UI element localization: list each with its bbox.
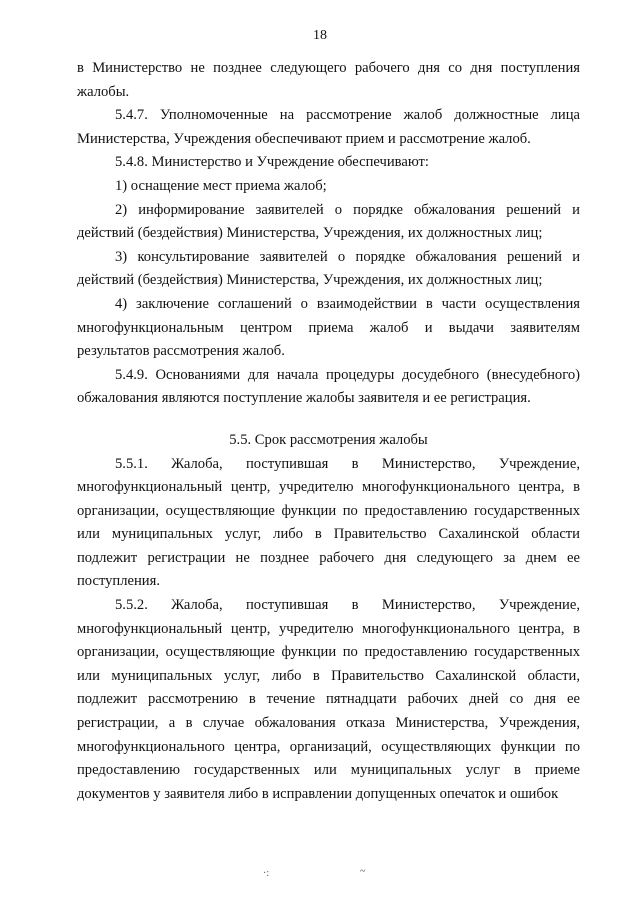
page-number: 18 [313,28,327,43]
paragraph: 5.4.9. Основаниями для начала процедуры досудебного (внесудебного) обжалования являются поступление жалобы заявителя и ее регистрация. [77,366,580,407]
paragraph: 5.5.1. Жалоба, поступившая в Министерство, Учреждение, многофункциональный центр, учредителю многофункционального центра, в организации, осуществляющие функции по предоставлению государственных или муниципальных услуг, либо в Правительство Сахалинской области подлежит регистрации не позднее рабочего дня следующего за днем ее поступления. [77,455,580,590]
paragraph: 2) информирование заявителей о порядке обжалования решений и действий (бездействия) Министерства, Учреждения, их должностных лиц; [77,201,580,242]
section-heading: 5.5. Срок рассмотрения жалобы [229,431,428,448]
scan-artifact: ~ [360,866,366,877]
paragraph: 4) заключение соглашений о взаимодействии в части осуществления многофункциональным центром приема жалоб и выдачи заявителям результатов рассмотрения жалоб. [77,295,580,360]
scan-artifact: ·: [263,868,270,879]
paragraph: 3) консультирование заявителей о порядке обжалования решений и действий (бездействия) Министерства, Учреждения, их должностных лиц; [77,248,580,289]
paragraph: в Министерство не позднее следующего рабочего дня со дня поступления жалобы. [77,60,580,100]
document-body [77,57,580,806]
paragraph: 5.4.8. Министерство и Учреждение обеспечивают: [115,154,429,171]
paragraph: 5.5.2. Жалоба, поступившая в Министерство, Учреждение, многофункциональный центр, учредителю многофункционального центра, в организации, осуществляющие функции по предоставлению государственных или муниципальных услуг, либо в Правительство Сахалинской области, подлежит рассмотрению в течение пятнадцати рабочих дней со дня ее регистрации, а в случае обжалования отказа Министерства, Учреждения, многофункционального центра, организаций, осуществляющих функции по предоставлению государственных или муниципальных услуг в приеме документов у заявителя либо в исправлении допущенных опечаток и ошибок [77,597,580,802]
paragraph: 5.4.7. Уполномоченные на рассмотрение жалоб должностные лица Министерства, Учреждения обеспечивают прием и рассмотрение жалоб. [77,107,580,147]
paragraph: 1) оснащение мест приема жалоб; [115,177,327,194]
